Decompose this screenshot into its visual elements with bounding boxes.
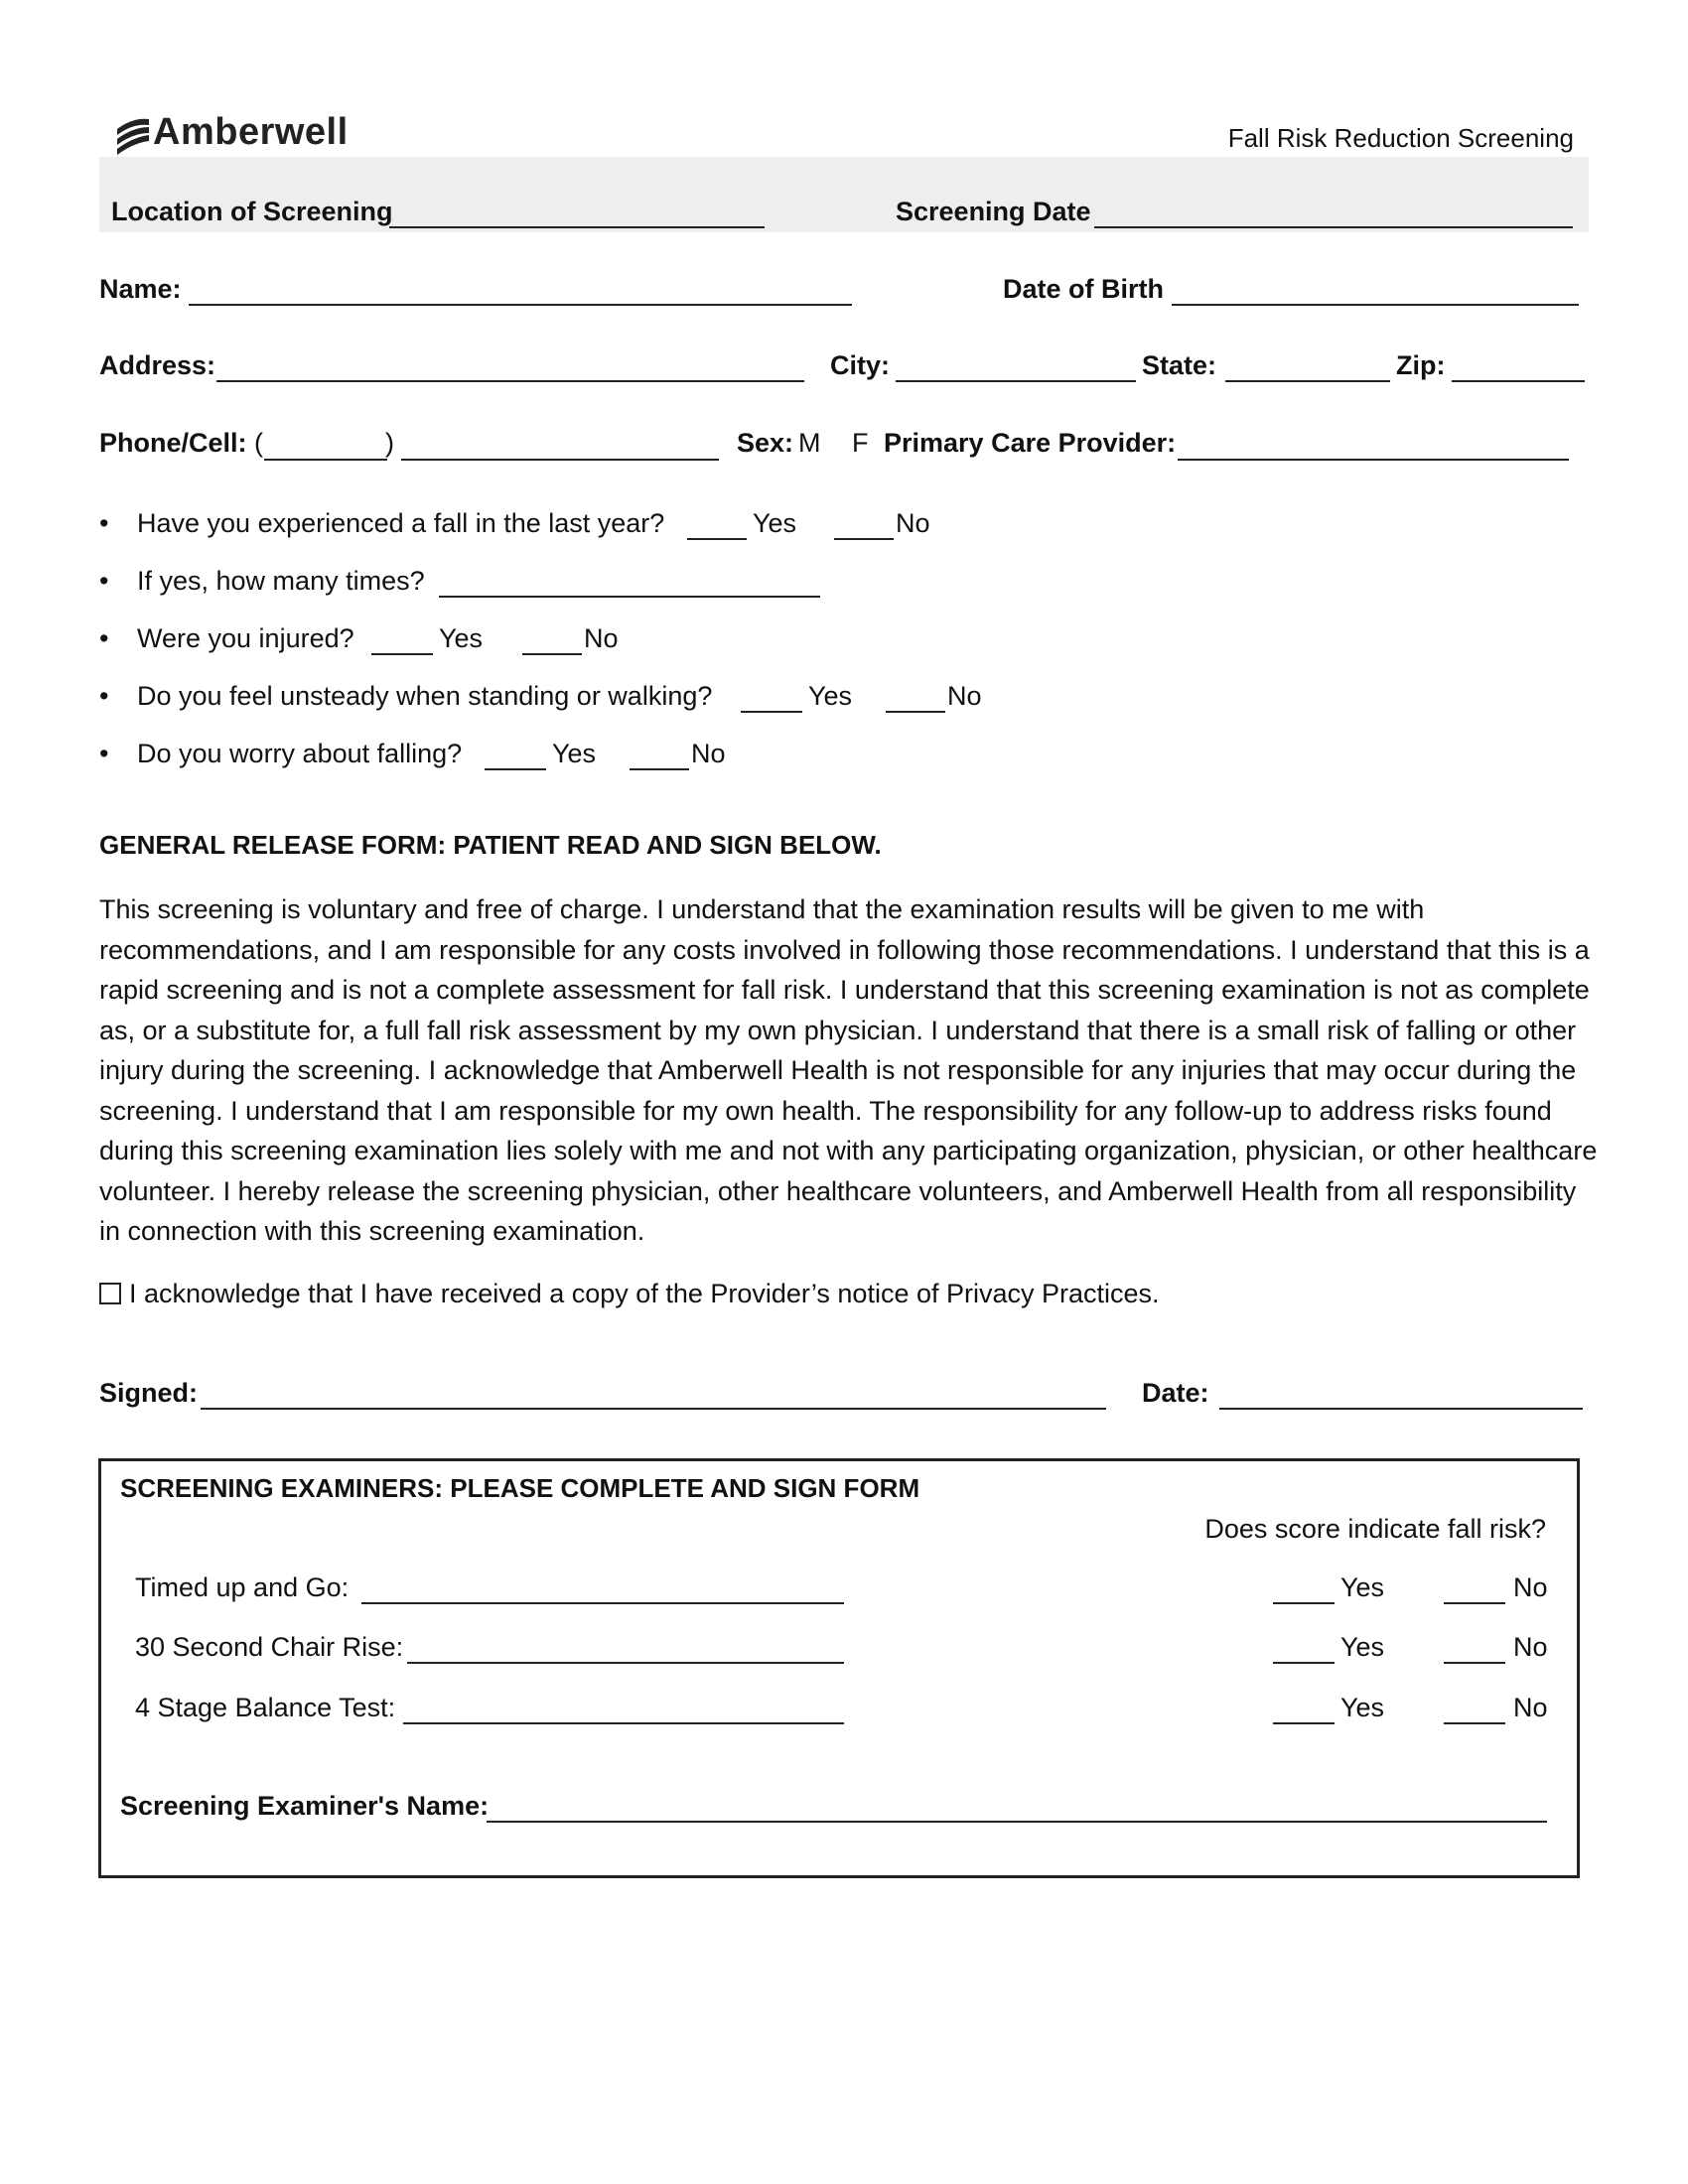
q4-yes-label: Yes xyxy=(808,681,853,711)
phone-label: Phone/Cell: xyxy=(99,428,247,458)
test-label: Timed up and Go: xyxy=(135,1572,350,1602)
signature-field[interactable] xyxy=(201,1408,1106,1410)
dob-field[interactable] xyxy=(1172,304,1579,306)
q1-no-blank[interactable] xyxy=(834,538,894,540)
test3-yes-label: Yes xyxy=(1340,1693,1385,1722)
question-text: If yes, how many times? xyxy=(137,566,425,596)
q3-yes-label: Yes xyxy=(439,623,484,653)
test-label: 30 Second Chair Rise: xyxy=(135,1632,404,1662)
name-field[interactable] xyxy=(189,304,852,306)
test1-no-blank[interactable] xyxy=(1444,1602,1505,1604)
balance-test-field[interactable] xyxy=(403,1722,844,1724)
examiner-heading: SCREENING EXAMINERS: PLEASE COMPLETE AND SIGN FORM xyxy=(120,1473,920,1503)
q4-no-label: No xyxy=(947,681,982,711)
state-label: State: xyxy=(1142,350,1217,380)
q2-times-field[interactable] xyxy=(439,596,820,598)
question-text: Have you experienced a fall in the last year? xyxy=(137,508,665,538)
q1-yes-label: Yes xyxy=(753,508,797,538)
phone-number-field[interactable] xyxy=(401,459,719,461)
address-label: Address: xyxy=(99,350,216,380)
pcp-field[interactable] xyxy=(1178,459,1569,461)
release-paragraph: This screening is voluntary and free of charge. I understand that the examination results will be given to me with recommendations, and I am responsible for any costs involved in following those recommendations. I understand that this is a rapid screening and is not a complete assessment for fall risk. I understand that this screening examination is not as complete as, or a substitute for, a full fall risk assessment by my own physician. I understand that there is a small risk of falling or other injury during the screening. I acknowledge that Amberwell Health is not responsible for any injuries that may occur during the screening. I understand that I am responsible for my own health. The responsibility for any follow-up to address risks found during this screening examination lies solely with me and not with any participating organization, physician, or other healthcare volunteer. I hereby release the screening physician, other healthcare volunteers, and Amberwell Health from all responsibility in connection with this screening examination. xyxy=(99,894,1598,1246)
signed-label: Signed: xyxy=(99,1378,198,1408)
test1-yes-label: Yes xyxy=(1340,1572,1385,1602)
q3-no-label: No xyxy=(584,623,619,653)
chair-rise-field[interactable] xyxy=(407,1662,844,1664)
screening-date-label: Screening Date xyxy=(896,197,1091,226)
bullet-icon: • xyxy=(99,566,109,596)
zip-field[interactable] xyxy=(1452,380,1585,382)
q5-no-blank[interactable] xyxy=(630,768,689,770)
bullet-icon: • xyxy=(99,739,109,768)
privacy-ack-checkbox[interactable] xyxy=(99,1283,121,1304)
q3-no-blank[interactable] xyxy=(522,653,582,655)
address-field[interactable] xyxy=(216,380,804,382)
sex-option-f[interactable]: F xyxy=(852,428,869,458)
bullet-icon: • xyxy=(99,623,109,653)
test3-no-blank[interactable] xyxy=(1444,1722,1505,1724)
test1-yes-blank[interactable] xyxy=(1273,1602,1335,1604)
screening-date-field[interactable] xyxy=(1094,226,1573,228)
dob-label: Date of Birth xyxy=(1003,274,1164,304)
test3-yes-blank[interactable] xyxy=(1273,1722,1335,1724)
privacy-ack-row xyxy=(99,1279,1160,1309)
question-text: Do you worry about falling? xyxy=(137,739,463,768)
release-heading: GENERAL RELEASE FORM: PATIENT READ AND SIGN BELOW. xyxy=(99,830,882,860)
pcp-label: Primary Care Provider: xyxy=(884,428,1177,458)
examiner-name-label: Screening Examiner's Name: xyxy=(120,1791,490,1821)
phone-paren-open: ( xyxy=(254,428,263,458)
phone-paren-close: ) xyxy=(385,428,394,458)
bullet-icon: • xyxy=(99,508,109,538)
bullet-icon: • xyxy=(99,681,109,711)
test-label: 4 Stage Balance Test: xyxy=(135,1693,396,1722)
timed-up-go-field[interactable] xyxy=(361,1602,844,1604)
q5-no-label: No xyxy=(691,739,726,768)
q4-no-blank[interactable] xyxy=(886,711,945,713)
test2-no-label: No xyxy=(1513,1632,1548,1662)
sex-option-m[interactable]: M xyxy=(798,428,821,458)
name-label: Name: xyxy=(99,274,182,304)
q5-yes-label: Yes xyxy=(552,739,597,768)
logo-swoosh-icon xyxy=(115,115,151,155)
sign-date-label: Date: xyxy=(1142,1378,1209,1408)
q3-yes-blank[interactable] xyxy=(371,653,433,655)
q4-yes-blank[interactable] xyxy=(741,711,802,713)
privacy-ack-text: I acknowledge that I have received a copy of the Provider’s notice of Privacy Practices. xyxy=(129,1279,1160,1308)
location-label: Location of Screening xyxy=(111,197,393,226)
state-field[interactable] xyxy=(1225,380,1390,382)
q1-yes-blank[interactable] xyxy=(687,538,747,540)
phone-area-code-field[interactable] xyxy=(264,459,387,461)
test3-no-label: No xyxy=(1513,1693,1548,1722)
test2-yes-blank[interactable] xyxy=(1273,1662,1335,1664)
risk-question: Does score indicate fall risk? xyxy=(1204,1514,1546,1544)
q1-no-label: No xyxy=(896,508,930,538)
city-field[interactable] xyxy=(896,380,1136,382)
test2-yes-label: Yes xyxy=(1340,1632,1385,1662)
examiner-name-field[interactable] xyxy=(487,1821,1547,1823)
zip-label: Zip: xyxy=(1396,350,1446,380)
question-text: Do you feel unsteady when standing or walking? xyxy=(137,681,713,711)
location-field[interactable] xyxy=(389,226,765,228)
sign-date-field[interactable] xyxy=(1219,1408,1583,1410)
logo-text: Amberwell xyxy=(153,111,349,153)
document-title: Fall Risk Reduction Screening xyxy=(1227,123,1574,153)
sex-label: Sex: xyxy=(737,428,794,458)
test1-no-label: No xyxy=(1513,1572,1548,1602)
test2-no-blank[interactable] xyxy=(1444,1662,1505,1664)
q5-yes-blank[interactable] xyxy=(485,768,546,770)
city-label: City: xyxy=(830,350,890,380)
question-text: Were you injured? xyxy=(137,623,354,653)
